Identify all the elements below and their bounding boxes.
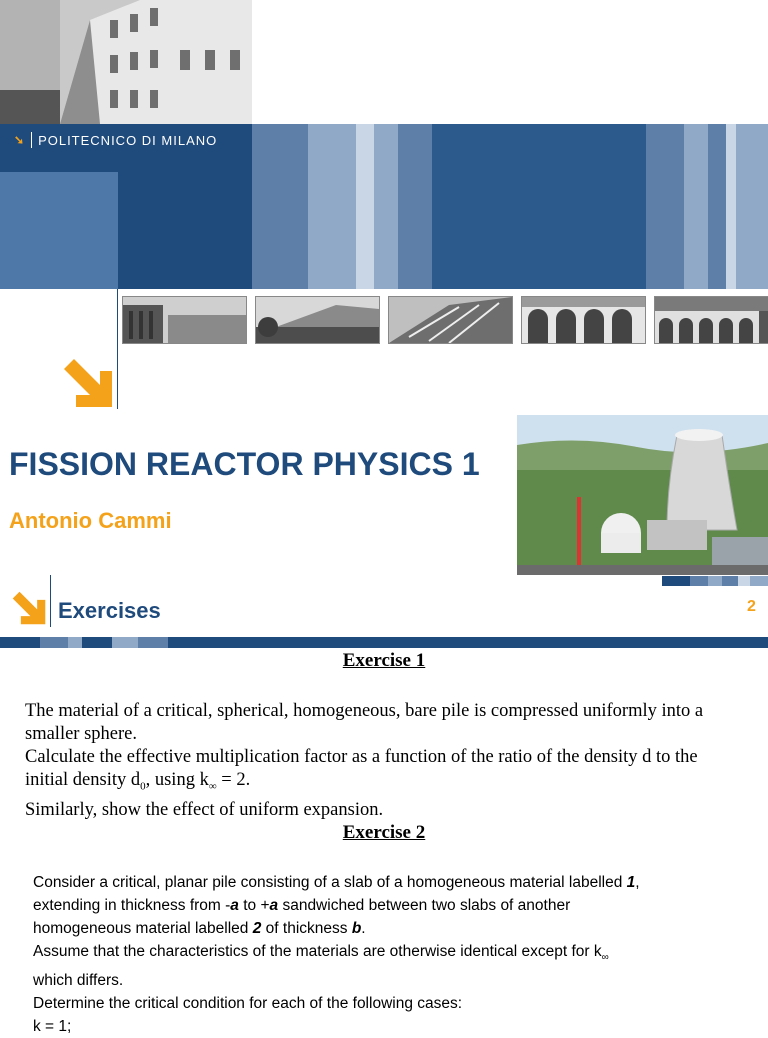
- reactor-photo: [517, 415, 768, 575]
- text-run: extending in thickness from -: [33, 897, 231, 914]
- arrow-icon: [10, 588, 48, 633]
- exercise-2-line: [33, 940, 753, 969]
- text-run: b: [351, 920, 362, 937]
- divider-line: [50, 575, 51, 627]
- exercise-1-line: Calculate the effective multiplication factor as a function of the ratio of the density d to the: [25, 747, 698, 767]
- section-rule: [0, 637, 768, 648]
- exercise-2-line: [33, 871, 753, 894]
- subscript: 0: [140, 780, 146, 793]
- exercise-1-body: [25, 700, 755, 822]
- building-photo: [0, 0, 252, 124]
- institution-name: POLITECNICO DI MILANO: [38, 132, 218, 148]
- campus-photo-1: [122, 296, 247, 344]
- exercise-2-body: [33, 871, 753, 1038]
- divider-line: [117, 289, 118, 409]
- arrow-icon: [60, 355, 116, 416]
- exercise-1-line: The material of a critical, spherical, homogeneous, bare pile is compressed uniformly into a: [25, 701, 704, 721]
- exercise-1-line: smaller sphere.: [25, 724, 137, 744]
- text-run: a: [230, 897, 239, 914]
- author-name: Antonio Cammi: [9, 508, 172, 533]
- text-run: to +: [238, 897, 270, 914]
- exercise-2-line: k = 1;: [33, 1018, 72, 1036]
- text-run: = 2.: [216, 770, 251, 790]
- institution-logo: [14, 132, 217, 148]
- subscript: ∞: [601, 952, 609, 964]
- text-run: Assume that the characteristics of the materials are otherwise identical except for k: [33, 943, 602, 960]
- exercise-2-line: Determine the critical condition for each of the following cases:: [33, 995, 463, 1013]
- text-run: 1: [626, 874, 636, 891]
- text-run: initial density d: [25, 770, 141, 790]
- text-run: ,: [635, 874, 640, 891]
- course-title: FISSION REACTOR PHYSICS 1: [9, 446, 480, 482]
- exercise-1-title: Exercise 1: [342, 650, 426, 671]
- exercise-2-title: Exercise 2: [342, 822, 426, 843]
- band-accent: [0, 172, 118, 289]
- subscript: ∞: [208, 780, 217, 793]
- exercise-2-line: [33, 894, 753, 917]
- arrow-icon: ➘: [14, 133, 26, 147]
- text-run: homogeneous material labelled: [33, 920, 253, 937]
- campus-photo-3: [388, 296, 513, 344]
- text-run: a: [269, 897, 279, 914]
- text-run: .: [361, 920, 366, 937]
- page-number: 2: [747, 598, 756, 615]
- exercise-1-line: [25, 769, 755, 799]
- text-run: sandwiched between two slabs of another: [278, 897, 571, 914]
- exercise-2-line: which differs.: [33, 972, 124, 990]
- decorative-bars: [662, 576, 768, 586]
- campus-photo-2: [255, 296, 380, 344]
- text-run: 2: [252, 920, 262, 937]
- photo-strip: [122, 296, 768, 344]
- section-heading: Exercises: [58, 598, 161, 623]
- exercise-2-line: [33, 917, 753, 940]
- text-run: Consider a critical, planar pile consisting of a slab of a homogeneous material labelled: [33, 874, 627, 891]
- logo-divider: [31, 132, 32, 148]
- campus-photo-4: [521, 296, 646, 344]
- text-run: of thickness: [261, 920, 352, 937]
- campus-photo-5: [654, 296, 768, 344]
- exercise-1-line: Similarly, show the effect of uniform expansion.: [25, 799, 384, 820]
- text-run: , using k: [145, 770, 209, 790]
